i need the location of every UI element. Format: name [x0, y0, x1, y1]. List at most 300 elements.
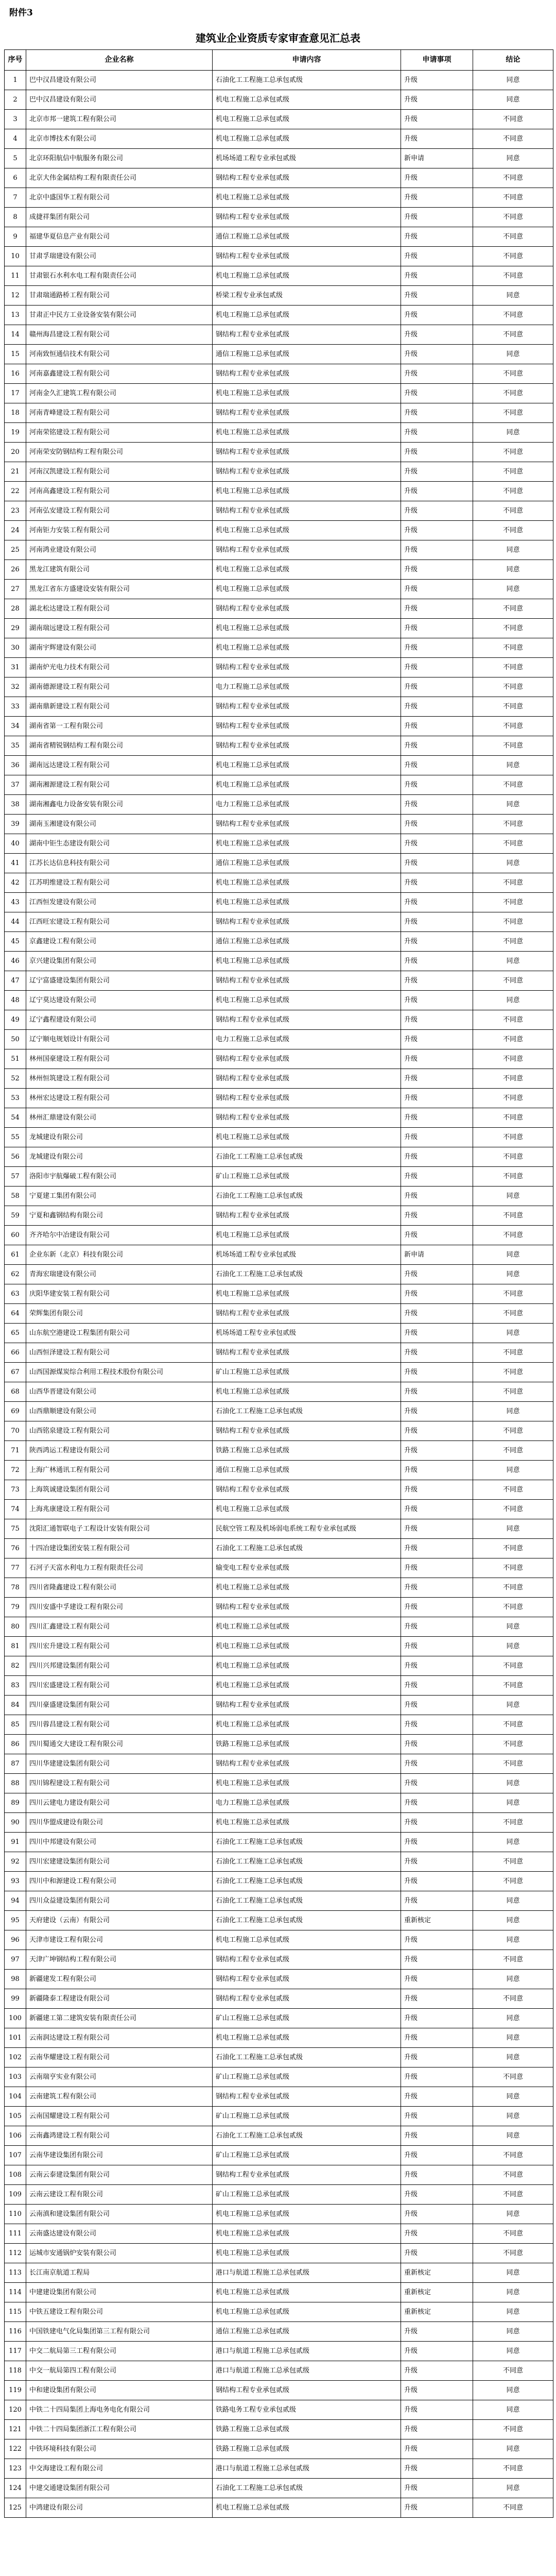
- cell-content: 电力工程施工总承包贰级: [213, 1793, 401, 1813]
- table-row: [5, 1676, 553, 1696]
- cell-company: 中交海建设工程有限公司: [26, 2459, 213, 2479]
- cell-content: 电力工程施工总承包贰级: [213, 795, 401, 815]
- cell-result: 同意: [473, 2381, 553, 2400]
- cell-no: 110: [5, 2205, 26, 2224]
- cell-content: 钢结构工程专业承包贰级: [213, 443, 401, 462]
- cell-company: 林州宏达建设工程有限公司: [26, 1089, 213, 1108]
- cell-company: 十四冶建设集团安装工程有限公司: [26, 1539, 213, 1558]
- cell-no: 115: [5, 2302, 26, 2322]
- cell-result: 不同意: [473, 1069, 553, 1089]
- cell-company: 江西旺宏建设工程有限公司: [26, 912, 213, 932]
- cell-no: 101: [5, 2028, 26, 2048]
- cell-result: 不同意: [473, 306, 553, 325]
- cell-no: 103: [5, 2067, 26, 2087]
- header-company: 企业名称: [26, 50, 213, 71]
- cell-result: 不同意: [473, 2146, 553, 2165]
- cell-item: 升级: [401, 1284, 473, 1304]
- header-result: 结论: [473, 50, 553, 71]
- cell-no: 98: [5, 1970, 26, 1989]
- table-row: [5, 2205, 553, 2224]
- cell-item: 升级: [401, 1382, 473, 1402]
- cell-company: 四川蓉昌建设工程有限公司: [26, 1715, 213, 1735]
- cell-company: 山西铭泉建设工程有限公司: [26, 1421, 213, 1441]
- cell-no: 41: [5, 854, 26, 873]
- cell-item: 升级: [401, 1421, 473, 1441]
- cell-company: 云南润达建设工程有限公司: [26, 2028, 213, 2048]
- cell-item: 升级: [401, 1578, 473, 1598]
- cell-content: 石油化工工程施工总承包贰级: [213, 2048, 401, 2067]
- cell-content: 机电工程施工总承包贰级: [213, 521, 401, 540]
- cell-company: 四川宏建建设集团有限公司: [26, 1852, 213, 1872]
- cell-item: 升级: [401, 1754, 473, 1774]
- cell-no: 93: [5, 1872, 26, 1891]
- cell-content: 机电工程施工总承包贰级: [213, 638, 401, 658]
- cell-company: 山西华晋建设有限公司: [26, 1382, 213, 1402]
- cell-no: 97: [5, 1950, 26, 1970]
- cell-company: 湖南瑞远建设工程有限公司: [26, 619, 213, 638]
- cell-item: 升级: [401, 1970, 473, 1989]
- cell-content: 机电工程施工总承包贰级: [213, 482, 401, 501]
- cell-result: 不同意: [473, 2224, 553, 2244]
- cell-result: 不同意: [473, 1382, 553, 1402]
- table-row: [5, 775, 553, 795]
- table-row: [5, 443, 553, 462]
- cell-item: 升级: [401, 2185, 473, 2205]
- cell-result: 不同意: [473, 247, 553, 266]
- cell-no: 62: [5, 1265, 26, 1284]
- cell-company: 河南青峰建设工程有限公司: [26, 403, 213, 423]
- cell-result: 同意: [473, 2107, 553, 2126]
- cell-item: 升级: [401, 697, 473, 717]
- cell-company: 沈阳汇通智联电子工程设计安装有限公司: [26, 1519, 213, 1539]
- cell-item: 升级: [401, 540, 473, 560]
- cell-company: 甘肃正中民方工业设备安装有限公司: [26, 306, 213, 325]
- cell-result: 不同意: [473, 1715, 553, 1735]
- cell-result: 同意: [473, 2400, 553, 2420]
- cell-item: 升级: [401, 1030, 473, 1049]
- cell-item: 升级: [401, 2028, 473, 2048]
- cell-result: 同意: [473, 1617, 553, 1637]
- cell-item: 升级: [401, 1989, 473, 2009]
- table-row: [5, 71, 553, 90]
- cell-result: 不同意: [473, 893, 553, 912]
- table-row: [5, 1754, 553, 1774]
- cell-no: 117: [5, 2342, 26, 2361]
- cell-result: 不同意: [473, 1226, 553, 1245]
- table-row: [5, 110, 553, 129]
- table-row: [5, 2342, 553, 2361]
- cell-item: 升级: [401, 971, 473, 991]
- table-row: [5, 90, 553, 110]
- cell-no: 29: [5, 619, 26, 638]
- table-row: [5, 482, 553, 501]
- cell-company: 庆阳华建安装工程有限公司: [26, 1284, 213, 1304]
- cell-company: 赣州海昌建设工程有限公司: [26, 325, 213, 345]
- cell-item: 升级: [401, 168, 473, 188]
- cell-result: 同意: [473, 2048, 553, 2067]
- cell-content: 钢结构工程专业承包贰级: [213, 658, 401, 677]
- cell-no: 124: [5, 2479, 26, 2498]
- cell-result: 不同意: [473, 619, 553, 638]
- cell-no: 66: [5, 1343, 26, 1363]
- cell-content: 钢结构工程专业承包贰级: [213, 364, 401, 384]
- cell-result: 不同意: [473, 1500, 553, 1519]
- cell-company: 甘肃银石水利水电工程有限责任公司: [26, 266, 213, 286]
- cell-content: 钢结构工程专业承包贰级: [213, 1480, 401, 1500]
- cell-result: 同意: [473, 854, 553, 873]
- cell-result: 同意: [473, 2439, 553, 2459]
- cell-item: 升级: [401, 2107, 473, 2126]
- cell-no: 43: [5, 893, 26, 912]
- cell-company: 上海兆康建设工程有限公司: [26, 1500, 213, 1519]
- table-row: [5, 501, 553, 521]
- cell-no: 35: [5, 736, 26, 756]
- cell-no: 119: [5, 2381, 26, 2400]
- cell-item: 升级: [401, 1617, 473, 1637]
- table-row: [5, 717, 553, 736]
- cell-company: 江西恒发建设有限公司: [26, 893, 213, 912]
- cell-content: 通信工程施工总承包贰级: [213, 932, 401, 952]
- cell-content: 机电工程施工总承包贰级: [213, 952, 401, 971]
- cell-item: 升级: [401, 1226, 473, 1245]
- cell-item: 重新核定: [401, 2263, 473, 2283]
- cell-item: 升级: [401, 1656, 473, 1676]
- table-row: [5, 325, 553, 345]
- cell-item: 升级: [401, 90, 473, 110]
- cell-company: 湖南省精锐钢结构工程有限公司: [26, 736, 213, 756]
- cell-content: 机电工程施工总承包贰级: [213, 991, 401, 1010]
- cell-item: 升级: [401, 560, 473, 580]
- cell-content: 桥梁工程专业承包贰级: [213, 286, 401, 306]
- cell-no: 27: [5, 580, 26, 599]
- cell-item: 升级: [401, 462, 473, 482]
- table-row: [5, 1089, 553, 1108]
- cell-result: 不同意: [473, 266, 553, 286]
- cell-item: 升级: [401, 2361, 473, 2381]
- cell-company: 中建交通建设集团有限公司: [26, 2479, 213, 2498]
- cell-result: 同意: [473, 149, 553, 168]
- table-row: [5, 1989, 553, 2009]
- cell-item: 升级: [401, 1715, 473, 1735]
- cell-item: 升级: [401, 815, 473, 834]
- cell-result: 不同意: [473, 1284, 553, 1304]
- cell-no: 32: [5, 677, 26, 697]
- cell-result: 不同意: [473, 638, 553, 658]
- cell-item: 升级: [401, 1676, 473, 1696]
- cell-content: 机电工程施工总承包贰级: [213, 2498, 401, 2518]
- cell-content: 石油化工工程施工总承包贰级: [213, 1911, 401, 1930]
- cell-content: 通信工程施工总承包贰级: [213, 1461, 401, 1480]
- cell-company: 龙城建设有限公司: [26, 1128, 213, 1147]
- cell-content: 钢结构工程专业承包贰级: [213, 2165, 401, 2185]
- cell-no: 13: [5, 306, 26, 325]
- table-row: [5, 2028, 553, 2048]
- cell-company: 新疆隆泰工程建设有限公司: [26, 1989, 213, 2009]
- cell-content: 机电工程施工总承包贰级: [213, 893, 401, 912]
- cell-content: 钢结构工程专业承包贰级: [213, 717, 401, 736]
- cell-company: 四川中邦建设有限公司: [26, 1833, 213, 1852]
- cell-result: 不同意: [473, 1950, 553, 1970]
- cell-company: 巴中汉昌建设有限公司: [26, 71, 213, 90]
- table-row: [5, 2146, 553, 2165]
- cell-company: 石河子天富水利电力工程有限责任公司: [26, 1558, 213, 1578]
- table-row: [5, 1656, 553, 1676]
- cell-company: 湖南湘鑫电力设备安装有限公司: [26, 795, 213, 815]
- table-row: [5, 560, 553, 580]
- cell-result: 同意: [473, 2205, 553, 2224]
- cell-content: 铁路电务工程专业承包贰级: [213, 2400, 401, 2420]
- cell-item: 升级: [401, 345, 473, 364]
- cell-item: 升级: [401, 1206, 473, 1226]
- cell-item: 升级: [401, 1363, 473, 1382]
- cell-content: 钢结构工程专业承包贰级: [213, 168, 401, 188]
- cell-item: 升级: [401, 188, 473, 208]
- cell-no: 89: [5, 1793, 26, 1813]
- cell-result: 不同意: [473, 443, 553, 462]
- cell-content: 机电工程施工总承包贰级: [213, 1617, 401, 1637]
- cell-no: 81: [5, 1637, 26, 1656]
- cell-result: 同意: [473, 1774, 553, 1793]
- cell-item: 升级: [401, 325, 473, 345]
- cell-content: 钢结构工程专业承包贰级: [213, 599, 401, 619]
- cell-no: 9: [5, 227, 26, 247]
- cell-company: 甘肃孚瑞建设有限公司: [26, 247, 213, 266]
- cell-content: 机电工程施工总承包贰级: [213, 775, 401, 795]
- cell-item: 升级: [401, 1950, 473, 1970]
- cell-no: 113: [5, 2263, 26, 2283]
- table-row: [5, 208, 553, 227]
- cell-company: 湖南宇辉建设有限公司: [26, 638, 213, 658]
- cell-result: 同意: [473, 2009, 553, 2028]
- cell-company: 湖南鼎新建设工程有限公司: [26, 697, 213, 717]
- cell-result: 不同意: [473, 775, 553, 795]
- cell-company: 河南嘉鑫建设工程有限公司: [26, 364, 213, 384]
- cell-result: 不同意: [473, 2459, 553, 2479]
- cell-item: 升级: [401, 1558, 473, 1578]
- cell-no: 84: [5, 1696, 26, 1715]
- cell-item: 新申请: [401, 149, 473, 168]
- cell-company: 四川锦程建设工程有限公司: [26, 1774, 213, 1793]
- cell-content: 铁路工程施工总承包贰级: [213, 2420, 401, 2439]
- cell-result: 同意: [473, 2028, 553, 2048]
- cell-content: 机电工程施工总承包贰级: [213, 1637, 401, 1656]
- table-row: [5, 2322, 553, 2342]
- cell-item: 升级: [401, 482, 473, 501]
- cell-company: 中和建设集团有限公司: [26, 2381, 213, 2400]
- cell-company: 湖南中钜生态建设有限公司: [26, 834, 213, 854]
- cell-no: 86: [5, 1735, 26, 1754]
- table-row: [5, 638, 553, 658]
- cell-content: 机电工程施工总承包贰级: [213, 1226, 401, 1245]
- cell-result: 不同意: [473, 1578, 553, 1598]
- table-row: [5, 1911, 553, 1930]
- table-row: [5, 677, 553, 697]
- cell-item: 升级: [401, 1852, 473, 1872]
- cell-item: 升级: [401, 1930, 473, 1950]
- cell-content: 钢结构工程专业承包贰级: [213, 2087, 401, 2107]
- table-row: [5, 893, 553, 912]
- table-row: [5, 2283, 553, 2302]
- cell-item: 升级: [401, 2322, 473, 2342]
- table-row: [5, 2087, 553, 2107]
- cell-result: 不同意: [473, 325, 553, 345]
- cell-no: 37: [5, 775, 26, 795]
- cell-item: 升级: [401, 2165, 473, 2185]
- cell-item: 升级: [401, 443, 473, 462]
- cell-company: 天津广坤钢结构工程有限公司: [26, 1950, 213, 1970]
- cell-item: 升级: [401, 2420, 473, 2439]
- cell-item: 升级: [401, 364, 473, 384]
- cell-company: 河南钜力安装工程有限公司: [26, 521, 213, 540]
- cell-item: 升级: [401, 2244, 473, 2263]
- cell-content: 矿山工程施工总承包贰级: [213, 2185, 401, 2205]
- cell-item: 升级: [401, 1598, 473, 1617]
- attachment-label: 附件3: [9, 8, 33, 18]
- cell-company: 四川宏升建设工程有限公司: [26, 1637, 213, 1656]
- cell-item: 升级: [401, 501, 473, 521]
- cell-item: 升级: [401, 1343, 473, 1363]
- cell-company: 河南高鑫建设工程有限公司: [26, 482, 213, 501]
- table-row: [5, 1500, 553, 1519]
- cell-content: 机电工程施工总承包贰级: [213, 1930, 401, 1950]
- table-row: [5, 1774, 553, 1793]
- cell-company: 云南云泰建设集团有限公司: [26, 2165, 213, 2185]
- cell-item: 升级: [401, 736, 473, 756]
- cell-content: 钢结构工程专业承包贰级: [213, 540, 401, 560]
- table-row: [5, 227, 553, 247]
- cell-company: 四川省隆鑫建设工程有限公司: [26, 1578, 213, 1598]
- cell-company: 荣辉集团有限公司: [26, 1304, 213, 1324]
- cell-result: 同意: [473, 1930, 553, 1950]
- cell-item: 升级: [401, 873, 473, 893]
- cell-content: 机电工程施工总承包贰级: [213, 306, 401, 325]
- cell-company: 山东航空港建设工程集团有限公司: [26, 1324, 213, 1343]
- cell-company: 四川华盟成建设有限公司: [26, 1813, 213, 1833]
- cell-content: 石油化工工程施工总承包贰级: [213, 1187, 401, 1206]
- table-row: [5, 1970, 553, 1989]
- cell-result: 不同意: [473, 384, 553, 403]
- cell-company: 四川蜀通交大建设工程有限公司: [26, 1735, 213, 1754]
- cell-company: 林州国豪建设工程有限公司: [26, 1049, 213, 1069]
- table-row: [5, 1128, 553, 1147]
- table-row: [5, 1617, 553, 1637]
- cell-company: 洛阳市宇航爆破工程有限公司: [26, 1167, 213, 1187]
- table-row: [5, 1558, 553, 1578]
- cell-item: 升级: [401, 227, 473, 247]
- cell-company: 林州恒筑建设工程有限公司: [26, 1069, 213, 1089]
- cell-content: 石油化工工程施工总承包贰级: [213, 1539, 401, 1558]
- cell-no: 14: [5, 325, 26, 345]
- cell-content: 钢结构工程专业承包贰级: [213, 1754, 401, 1774]
- cell-content: 石油化工工程施工总承包贰级: [213, 2479, 401, 2498]
- cell-company: 北京市博技术有限公司: [26, 129, 213, 149]
- cell-company: 辽宁顺电规划设计有限公司: [26, 1030, 213, 1049]
- cell-result: 不同意: [473, 208, 553, 227]
- table-row: [5, 991, 553, 1010]
- cell-item: 升级: [401, 403, 473, 423]
- table-row: [5, 834, 553, 854]
- cell-no: 42: [5, 873, 26, 893]
- cell-content: 机电工程施工总承包贰级: [213, 90, 401, 110]
- cell-company: 新疆建发工程有限公司: [26, 1970, 213, 1989]
- cell-item: 升级: [401, 521, 473, 540]
- cell-company: 陕西鸿运工程建设有限公司: [26, 1441, 213, 1461]
- cell-content: 电力工程施工总承包贰级: [213, 677, 401, 697]
- cell-company: 河南汉凯建设工程有限公司: [26, 462, 213, 482]
- cell-item: 升级: [401, 2381, 473, 2400]
- cell-result: 同意: [473, 952, 553, 971]
- cell-item: 升级: [401, 1128, 473, 1147]
- cell-content: 钢结构工程专业承包贰级: [213, 208, 401, 227]
- cell-content: 机电工程施工总承包贰级: [213, 2205, 401, 2224]
- cell-no: 51: [5, 1049, 26, 1069]
- table-row: [5, 1147, 553, 1167]
- cell-result: 不同意: [473, 1421, 553, 1441]
- cell-result: 不同意: [473, 1206, 553, 1226]
- table-row: [5, 1891, 553, 1911]
- cell-no: 28: [5, 599, 26, 619]
- table-row: [5, 1872, 553, 1891]
- cell-content: 钢结构工程专业承包贰级: [213, 247, 401, 266]
- header-item: 申请事项: [401, 50, 473, 71]
- table-row: [5, 1049, 553, 1069]
- cell-result: 同意: [473, 2283, 553, 2302]
- cell-result: 同意: [473, 1402, 553, 1421]
- cell-company: 江苏明维建设工程有限公司: [26, 873, 213, 893]
- cell-company: 中铁二十四局集团上海电务电化有限公司: [26, 2400, 213, 2420]
- cell-result: 同意: [473, 1519, 553, 1539]
- cell-company: 京鑫建设工程有限公司: [26, 932, 213, 952]
- cell-no: 94: [5, 1891, 26, 1911]
- cell-content: 钢结构工程专业承包贰级: [213, 1206, 401, 1226]
- cell-company: 巴中汉昌建设有限公司: [26, 90, 213, 110]
- cell-no: 116: [5, 2322, 26, 2342]
- cell-item: 升级: [401, 1696, 473, 1715]
- cell-item: 升级: [401, 1735, 473, 1754]
- table-row: [5, 1441, 553, 1461]
- cell-company: 江苏长达信息科技有限公司: [26, 854, 213, 873]
- table-row: [5, 306, 553, 325]
- cell-company: 云南滇和建设集团有限公司: [26, 2205, 213, 2224]
- cell-no: 108: [5, 2165, 26, 2185]
- cell-no: 57: [5, 1167, 26, 1187]
- cell-company: 四川宏盛建设工程有限公司: [26, 1676, 213, 1696]
- cell-content: 通信工程施工总承包贰级: [213, 227, 401, 247]
- cell-company: 湖南远达建设工程有限公司: [26, 756, 213, 775]
- table-row: [5, 1852, 553, 1872]
- cell-no: 71: [5, 1441, 26, 1461]
- cell-no: 8: [5, 208, 26, 227]
- cell-result: 不同意: [473, 462, 553, 482]
- cell-content: 矿山工程施工总承包贰级: [213, 2067, 401, 2087]
- table-row: [5, 2067, 553, 2087]
- cell-item: 升级: [401, 756, 473, 775]
- table-row: [5, 1519, 553, 1539]
- cell-no: 6: [5, 168, 26, 188]
- cell-no: 3: [5, 110, 26, 129]
- table-row: [5, 2302, 553, 2322]
- cell-result: 同意: [473, 1696, 553, 1715]
- cell-no: 121: [5, 2420, 26, 2439]
- cell-result: 同意: [473, 2302, 553, 2322]
- cell-result: 同意: [473, 1911, 553, 1930]
- cell-item: 升级: [401, 1089, 473, 1108]
- cell-content: 机电工程施工总承包贰级: [213, 2028, 401, 2048]
- cell-item: 升级: [401, 1441, 473, 1461]
- cell-result: 不同意: [473, 168, 553, 188]
- table-row: [5, 1304, 553, 1324]
- cell-result: 同意: [473, 1793, 553, 1813]
